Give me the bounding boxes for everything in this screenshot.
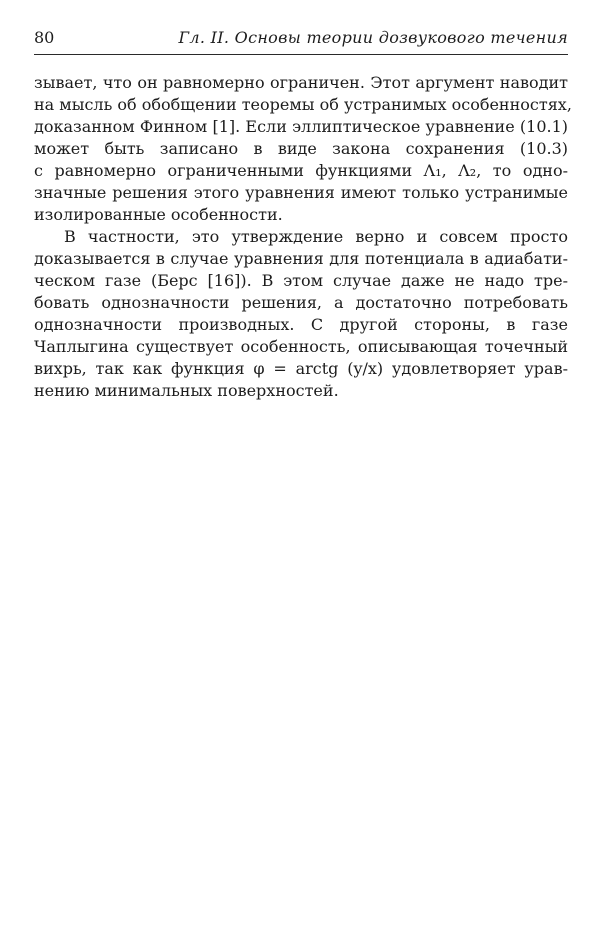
text-line: с равномерно ограниченными функциями Λ₁, Λ₂, то одно- [34,161,568,180]
text-line: доказанном Финном [1]. Если эллиптическое уравнение (10.1) [34,117,568,136]
text-line: нению минимальных поверхностей. [34,381,339,400]
text-line: В частности, это утверждение верно и совсем просто [64,227,568,246]
text-line: доказывается в случае уравнения для потенциала в адиабати- [34,249,568,268]
paragraph-2 [34,226,568,402]
text-line: вихрь, так как функция φ = arctg (y/x) удовлетворяет урав- [34,359,568,378]
paragraph-1 [34,72,572,226]
text-line: бовать однозначности решения, а достаточно потребовать [34,293,568,312]
text-line: зывает, что он равномерно ограничен. Этот аргумент наводит [34,73,568,92]
text-line: однозначности производных. С другой стороны, в газе [34,315,568,334]
text-line: ческом газе (Берс [16]). В этом случае даже не надо тре- [34,271,568,290]
text-line: Чаплыгина существует особенность, описывающая точечный [34,337,568,356]
text-line: значные решения этого уравнения имеют только устранимые [34,183,568,202]
text-line: изолированные особенности. [34,205,283,224]
running-head [34,28,568,54]
header-rule [34,54,568,55]
text-line: на мысль об обобщении теоремы об устранимых особенностях, [34,95,572,114]
body-text [34,72,572,402]
page-number: 80 [34,28,55,47]
text-line: может быть записано в виде закона сохранения (10.3) [34,139,568,158]
running-title: Гл. II. Основы теории дозвукового течения [178,28,568,47]
